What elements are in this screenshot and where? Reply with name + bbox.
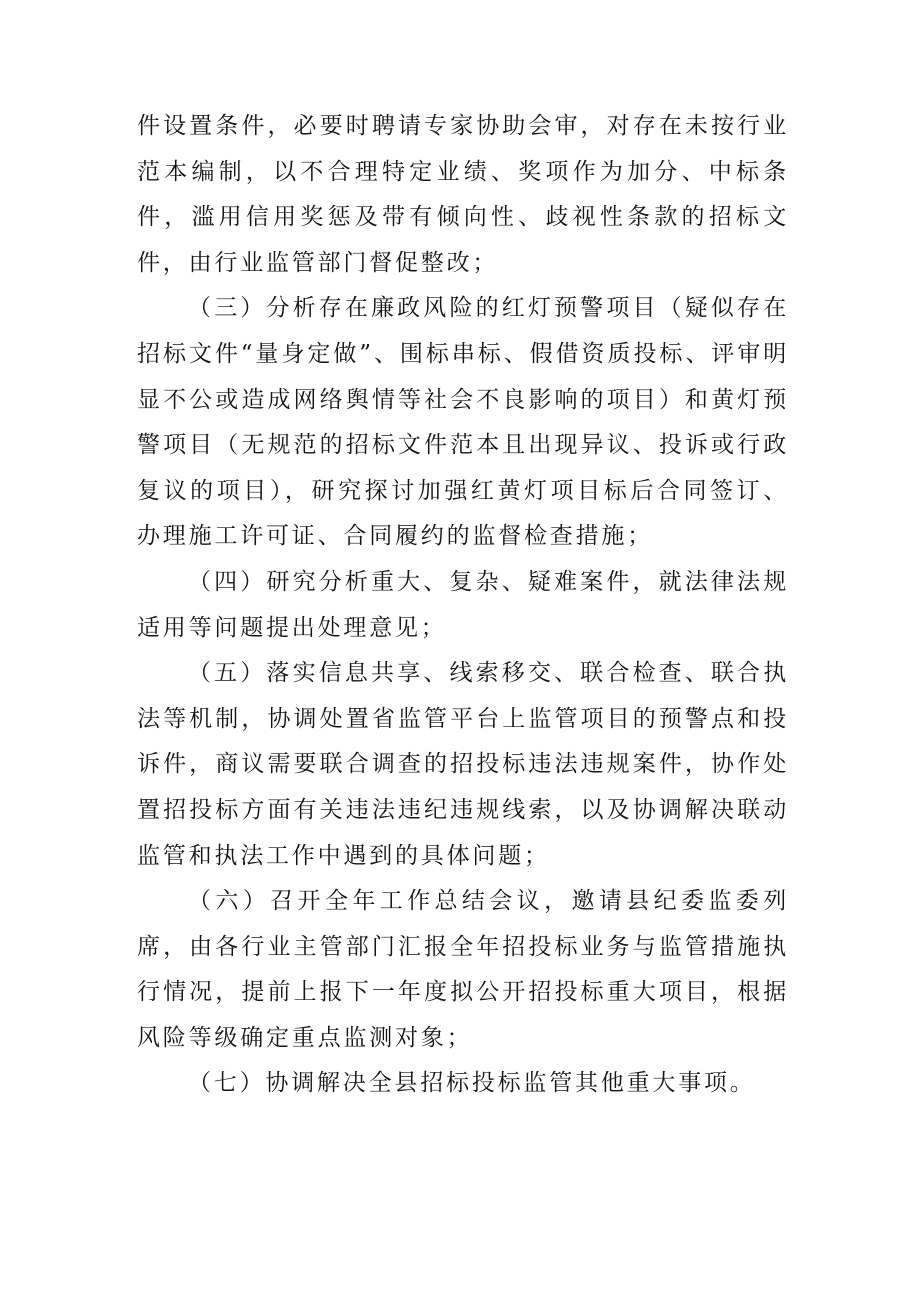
paragraph-item-7: （七）协调解决全县招标投标监管其他重大事项。 <box>188 1070 756 1097</box>
document-body <box>137 104 789 1107</box>
paragraph-item-3: （三）分析存在廉政风险的红灯预警项目（疑似存在招标文件“量身定做”、围标串标、假借资质投标、评审明显不公或造成网络舆情等社会不良影响的项目）和黄灯预警项目（无规范的招标文件范本且出现异议、投诉或行政复议的项目），研究探讨加强红黄灯项目标后合同签订、办理施工许可证、合同履约的监督检查措施； <box>137 295 789 550</box>
paragraph-item-6: （六）召开全年工作总结会议，邀请县纪委监委列席，由各行业主管部门汇报全年招投标业务与监管措施执行情况，提前上报下一年度拟公开招投标重大项目，根据风险等级确定重点监测对象； <box>137 888 789 1051</box>
paragraph-item-5: （五）落实信息共享、线索移交、联合检查、联合执法等机制，协调处置省监管平台上监管项目的预警点和投诉件，商议需要联合调查的招投标违法违规案件，协作处置招投标方面有关违法违纪违规线索，以及协调解决联动监管和执法工作中遇到的具体问题； <box>137 660 789 869</box>
paragraph-item-4: （四）研究分析重大、复杂、疑难案件，就法律法规适用等问题提出处理意见； <box>137 568 789 641</box>
paragraph-continuation: 件设置条件，必要时聘请专家协助会审，对存在未按行业范本编制，以不合理特定业绩、奖项作为加分、中标条件，滥用信用奖惩及带有倾向性、歧视性条款的招标文件，由行业监管部门督促整改； <box>137 113 789 276</box>
